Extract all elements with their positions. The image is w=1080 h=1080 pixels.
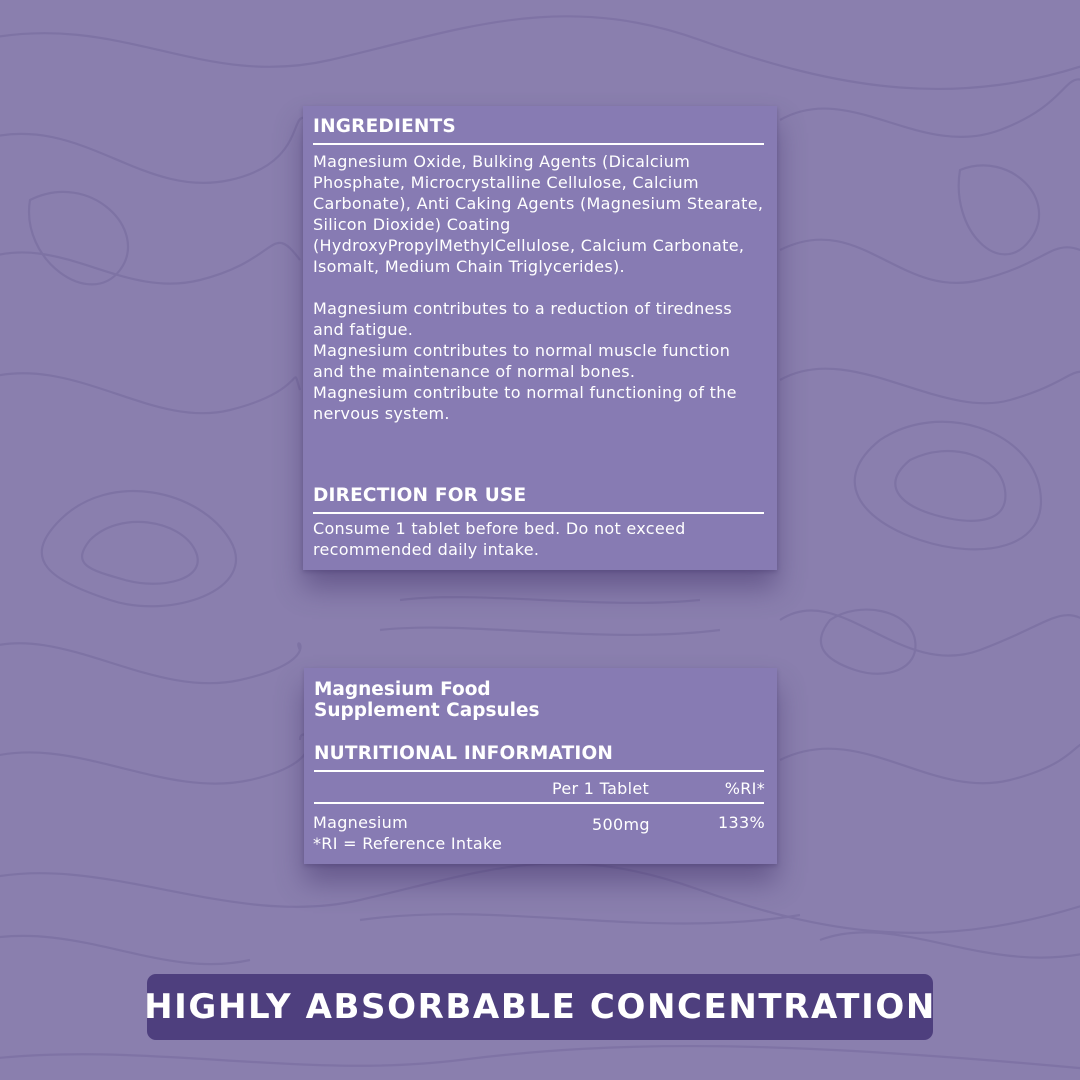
directions-divider — [313, 512, 764, 514]
health-claim: Magnesium contribute to normal functioning of the nervous system. — [313, 383, 737, 423]
health-claim: Magnesium contributes to normal muscle function and the maintenance of normal bones. — [313, 341, 731, 381]
health-claim: Magnesium contributes to a reduction of tiredness and fatigue. — [313, 299, 732, 339]
directions-text: Consume 1 tablet before bed. Do not exceed recommended daily intake. — [313, 519, 686, 559]
column-header-ri: %RI* — [724, 779, 765, 798]
nutrition-card — [304, 668, 777, 864]
nutrient-ri-percent: 133% — [718, 813, 765, 832]
directions-heading: DIRECTION FOR USE — [313, 485, 527, 506]
nutrient-name: Magnesium — [313, 813, 408, 832]
ingredients-card — [303, 106, 777, 570]
nutrition-table-divider — [314, 802, 764, 804]
column-header-per-tablet: Per 1 Tablet — [552, 779, 650, 798]
health-claims — [313, 298, 764, 424]
nutrition-heading: NUTRITIONAL INFORMATION — [314, 743, 614, 764]
ingredients-list: Magnesium Oxide, Bulking Agents (Dicalcium Phosphate, Microcrystalline Cellulose, Calcium Carbonate), Anti Caking Agents (Magnesium Stearate, Silicon Dioxide) Coating (HydroxyPropylMethylCellulose, Calcium Carbonate, Isomalt, Medium Chain Triglycerides). — [313, 152, 764, 276]
ingredients-divider — [313, 143, 764, 145]
banner-text: HIGHLY ABSORBABLE CONCENTRATION — [144, 987, 936, 1027]
nutrient-amount: 500mg — [592, 815, 650, 834]
product-title: Magnesium Food Supplement Capsules — [314, 679, 540, 721]
benefit-banner — [144, 974, 936, 1040]
ingredients-heading: INGREDIENTS — [313, 116, 456, 137]
ri-footnote: *RI = Reference Intake — [313, 834, 503, 853]
nutrition-divider — [314, 770, 764, 772]
